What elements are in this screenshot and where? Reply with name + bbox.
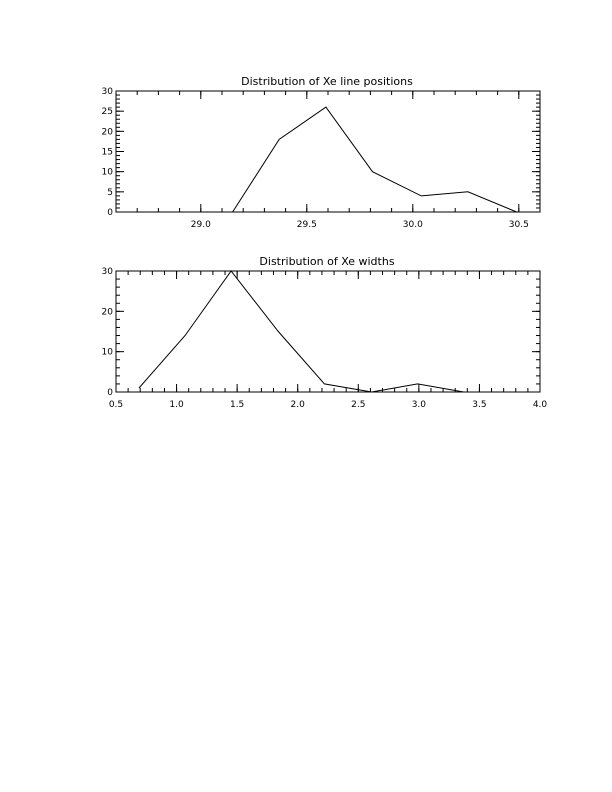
series-line	[233, 107, 517, 212]
x-tick-label: 29.5	[296, 220, 317, 230]
x-tick-label: 2.5	[351, 400, 366, 410]
y-tick-label: 25	[101, 107, 113, 118]
x-tick-label: 2.0	[290, 400, 305, 410]
y-tick-label: 30	[101, 87, 113, 97]
axis-ticks	[116, 271, 540, 392]
axis-ticks	[116, 91, 540, 212]
chart-xe-line-positions	[102, 75, 540, 230]
chart-title: Distribution of Xe widths	[259, 255, 395, 268]
y-tick-label: 15	[101, 147, 113, 158]
x-tick-label: 1.5	[229, 400, 245, 410]
chart-title: Distribution of Xe line positions	[241, 75, 413, 88]
plot-frame	[116, 91, 540, 212]
x-tick-label: 4.0	[532, 400, 548, 410]
x-tick-label: 1.0	[169, 400, 184, 410]
y-tick-label: 5	[107, 187, 113, 198]
x-tick-label: 0.5	[108, 400, 124, 410]
tick-labels	[102, 267, 548, 410]
y-tick-label: 20	[101, 307, 113, 318]
x-tick-label: 30.0	[402, 220, 423, 230]
x-tick-label: 29.0	[190, 220, 211, 230]
y-tick-label: 10	[101, 167, 113, 178]
chart-xe-widths	[102, 255, 548, 410]
y-tick-label: 30	[101, 267, 113, 277]
x-tick-label: 3.5	[472, 400, 487, 410]
x-tick-label: 3.0	[411, 400, 427, 410]
series-line	[139, 271, 464, 392]
y-tick-label: 0	[107, 388, 113, 398]
x-tick-label: 30.5	[508, 220, 529, 230]
tick-labels	[102, 87, 529, 230]
y-tick-label: 0	[107, 208, 113, 218]
y-tick-label: 10	[101, 347, 113, 358]
y-tick-label: 20	[101, 127, 113, 138]
plot-frame	[116, 271, 540, 392]
